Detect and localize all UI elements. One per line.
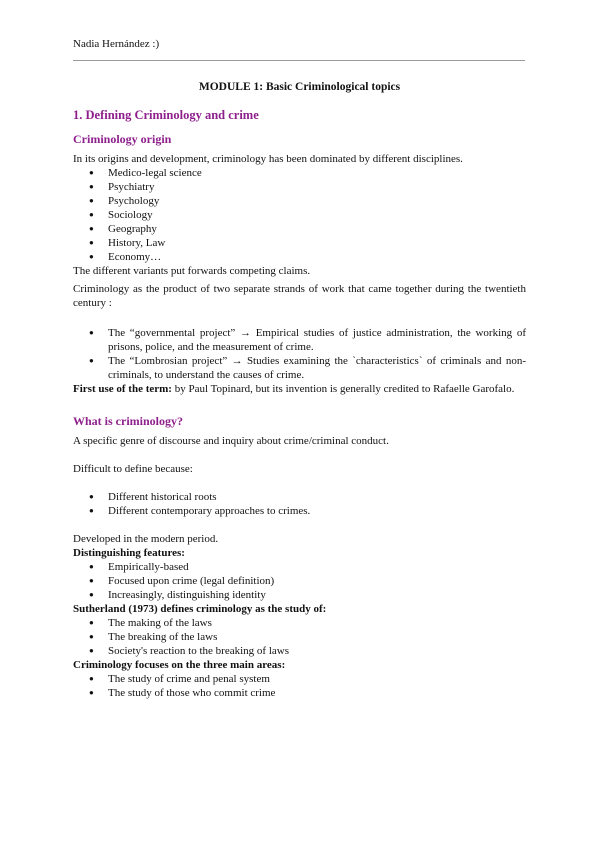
genre-text: A specific genre of discourse and inquiry about crime/criminal conduct. <box>73 435 389 447</box>
list-item: ● Increasingly, distinguishing identity <box>73 588 526 602</box>
list-item: ● The study of crime and penal system <box>73 672 526 686</box>
first-use-label: First use of the term: <box>73 383 172 395</box>
areas-list <box>73 672 526 700</box>
list-item: ● Focused upon crime (legal definition) <box>73 574 526 588</box>
difficult-text: Difficult to define because: <box>73 463 193 475</box>
list-item: ● Empirically-based <box>73 560 526 574</box>
sutherland-heading: Sutherland (1973) defines criminology as the study of: <box>73 603 327 615</box>
list-item: ● Geography <box>73 222 526 236</box>
list-item: ● Medico-legal science <box>73 166 526 180</box>
list-item: ● The “Lombrosian project” → Studies examining the `characteristics` of criminals and non-criminals, to understand the causes of crime. <box>73 354 526 382</box>
list-item: ● Sociology <box>73 208 526 222</box>
list-item: ● Society's reaction to the breaking of laws <box>73 644 526 658</box>
author-header: Nadia Hernández :) <box>73 38 160 50</box>
origin-intro: In its origins and development, criminology has been dominated by different disciplines. <box>73 153 463 165</box>
module-title: MODULE 1: Basic Criminological topics <box>198 81 401 93</box>
list-item: ● Economy… <box>73 250 526 264</box>
list-item: ● Different historical roots <box>73 490 526 504</box>
list-item: ● Psychology <box>73 194 526 208</box>
competing-claims: The different variants put forwards competing claims. <box>73 265 311 277</box>
first-use-text: by Paul Topinard, but its invention is generally credited to Rafaelle Garofalo. <box>171 383 515 395</box>
features-list <box>73 560 526 602</box>
list-item: ● Psychiatry <box>73 180 526 194</box>
areas-heading: Criminology focuses on the three main areas: <box>73 659 286 671</box>
subheading-what-is-criminology: What is criminology? <box>73 414 183 428</box>
reasons-list <box>73 490 526 518</box>
list-item: ● Different contemporary approaches to crimes. <box>73 504 526 518</box>
section-heading-defining: 1. Defining Criminology and crime <box>73 108 259 122</box>
criminology-product: Criminology as the product of two separate strands of work that came together during the twentieth century : <box>73 283 526 309</box>
subheading-criminology-origin: Criminology origin <box>73 132 172 146</box>
list-item: ● History, Law <box>73 236 526 250</box>
first-use-paragraph <box>73 382 526 396</box>
sutherland-list <box>73 616 526 658</box>
list-item: ● The making of the laws <box>73 616 526 630</box>
list-item: ● The breaking of the laws <box>73 630 526 644</box>
list-item: ● The study of those who commit crime <box>73 686 526 700</box>
document-body <box>73 80 526 700</box>
strands-list <box>73 326 526 382</box>
header-divider <box>73 60 525 61</box>
features-heading: Distinguishing features: <box>73 547 185 559</box>
disciplines-list <box>73 166 526 264</box>
list-item: ● The “governmental project” → Empirical studies of justice administration, the working of prisons, police, and the measurement of crime. <box>73 326 526 354</box>
developed-text: Developed in the modern period. <box>73 533 219 545</box>
